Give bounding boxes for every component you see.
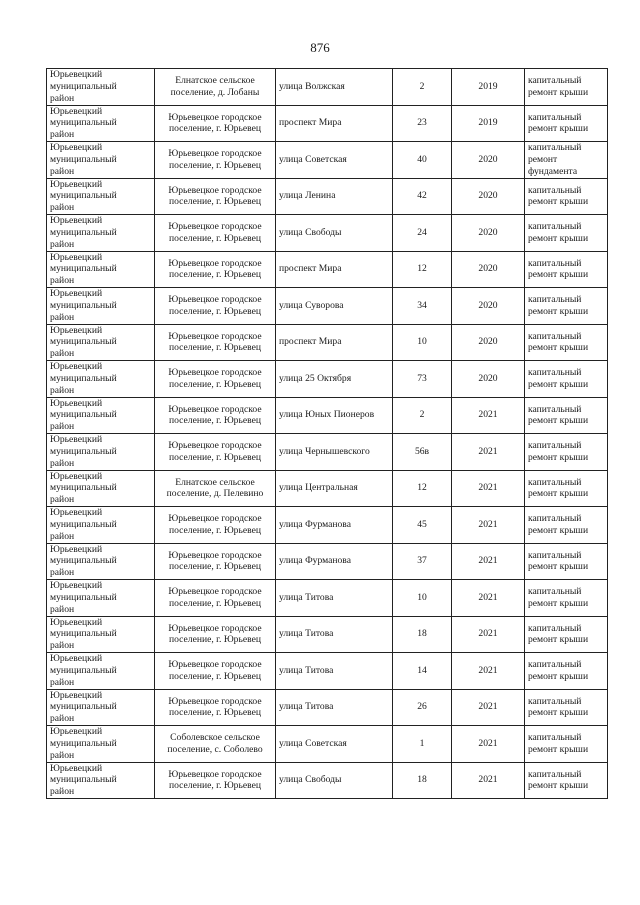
- district-cell: [47, 689, 155, 726]
- year-cell-text: 2019: [478, 117, 498, 129]
- district-cell-text: Юрьевецкий муниципальный район: [50, 397, 117, 433]
- work-type-cell-text: капитальный ремонт фундамента: [528, 142, 582, 177]
- street-cell-text: проспект Мира: [279, 117, 342, 129]
- house-number-cell-text: 2: [419, 80, 425, 92]
- house-number-cell: [393, 361, 452, 398]
- settlement-cell: [155, 434, 276, 471]
- table-row: [47, 215, 608, 252]
- year-cell: [452, 288, 525, 325]
- settlement-cell: [155, 324, 276, 361]
- work-type-cell-text: капитальный ремонт крыши: [528, 184, 589, 208]
- district-cell: [47, 616, 155, 653]
- work-type-cell-text: капитальный ремонт крыши: [528, 586, 589, 609]
- settlement-cell-text: Юрьевецкое городское поселение, г. Юрьевец: [168, 768, 262, 792]
- year-cell: [452, 689, 525, 726]
- street-cell-text: улица Чернышевского: [279, 445, 370, 457]
- table-row: [47, 142, 608, 179]
- year-cell-text: 2021: [478, 774, 498, 786]
- street-cell: [276, 653, 393, 690]
- table-row: [47, 324, 608, 361]
- settlement-cell: [155, 215, 276, 252]
- street-cell: [276, 762, 393, 799]
- district-cell: [47, 397, 155, 434]
- year-cell-text: 2021: [478, 518, 498, 530]
- settlement-cell-text: Юрьевецкое городское поселение, г. Юрьевец: [168, 695, 262, 719]
- house-number-cell-text: 40: [417, 153, 427, 165]
- district-cell: [47, 105, 155, 142]
- district-cell-text: Юрьевецкий муниципальный район: [50, 251, 117, 287]
- street-cell-text: проспект Мира: [279, 336, 342, 348]
- street-cell-text: улица Юных Пионеров: [279, 409, 375, 421]
- work-type-cell-text: капитальный ремонт крыши: [528, 330, 589, 354]
- house-number-cell: [393, 397, 452, 434]
- district-cell-text: Юрьевецкий муниципальный район: [50, 762, 117, 798]
- house-number-cell-text: 1: [419, 737, 425, 749]
- settlement-cell-text: Юрьевецкое городское поселение, г. Юрьевец: [168, 622, 262, 646]
- settlement-cell: [155, 105, 276, 142]
- district-cell: [47, 361, 155, 398]
- street-cell-text: улица Фурманова: [279, 518, 351, 530]
- settlement-cell-text: Соболевское сельское поселение, с. Соболево: [167, 732, 263, 755]
- district-cell-text: Юрьевецкий муниципальный район: [50, 288, 117, 323]
- house-number-cell: [393, 507, 452, 544]
- house-number-cell: [393, 251, 452, 288]
- house-number-cell-text: 18: [417, 774, 427, 786]
- street-cell: [276, 215, 393, 252]
- district-cell-text: Юрьевецкий муниципальный район: [50, 324, 117, 360]
- year-cell-text: 2020: [478, 372, 498, 384]
- work-type-cell: [525, 580, 608, 617]
- work-type-cell: [525, 142, 608, 179]
- work-type-cell-text: капитальный ремонт крыши: [528, 294, 589, 317]
- year-cell-text: 2021: [478, 482, 498, 494]
- street-cell-text: улица Свободы: [279, 774, 342, 786]
- street-cell-text: улица 25 Октября: [279, 372, 352, 384]
- table-row: [47, 251, 608, 288]
- work-type-cell: [525, 543, 608, 580]
- settlement-cell-text: Юрьевецкое городское поселение, г. Юрьевец: [168, 184, 262, 208]
- year-cell: [452, 361, 525, 398]
- street-cell: [276, 616, 393, 653]
- table-row: [47, 762, 608, 799]
- street-cell: [276, 178, 393, 215]
- work-type-cell: [525, 689, 608, 726]
- settlement-cell: [155, 397, 276, 434]
- settlement-cell: [155, 507, 276, 544]
- table-row: [47, 580, 608, 617]
- street-cell: [276, 251, 393, 288]
- house-number-cell-text: 2: [419, 409, 425, 421]
- district-cell: [47, 251, 155, 288]
- settlement-cell-text: Юрьевецкое городское поселение, г. Юрьевец: [168, 549, 262, 573]
- settlement-cell-text: Юрьевецкое городское поселение, г. Юрьевец: [168, 659, 262, 682]
- year-cell-text: 2021: [478, 591, 498, 603]
- settlement-cell-text: Юрьевецкое городское поселение, г. Юрьевец: [168, 148, 262, 171]
- settlement-cell: [155, 653, 276, 690]
- house-number-cell: [393, 105, 452, 142]
- year-cell-text: 2021: [478, 628, 498, 640]
- house-number-cell: [393, 288, 452, 325]
- house-number-cell-text: 14: [417, 664, 427, 676]
- settlement-cell: [155, 762, 276, 799]
- district-cell-text: Юрьевецкий муниципальный район: [50, 361, 117, 396]
- house-number-cell-text: 37: [417, 555, 427, 567]
- district-cell-text: Юрьевецкий муниципальный район: [50, 434, 117, 469]
- table-row: [47, 361, 608, 398]
- year-cell: [452, 69, 525, 106]
- street-cell-text: улица Волжская: [279, 80, 345, 92]
- settlement-cell-text: Елнатское сельское поселение, д. Пелевино: [166, 476, 264, 500]
- street-cell: [276, 105, 393, 142]
- year-cell: [452, 543, 525, 580]
- district-cell-text: Юрьевецкий муниципальный район: [50, 507, 117, 542]
- work-type-cell: [525, 616, 608, 653]
- work-type-cell: [525, 105, 608, 142]
- year-cell: [452, 251, 525, 288]
- work-type-cell-text: капитальный ремонт крыши: [528, 75, 589, 98]
- house-number-cell: [393, 215, 452, 252]
- year-cell: [452, 762, 525, 799]
- street-cell: [276, 543, 393, 580]
- settlement-cell-text: Юрьевецкое городское поселение, г. Юрьевец: [168, 221, 262, 244]
- house-number-cell-text: 10: [417, 336, 427, 348]
- work-type-cell: [525, 434, 608, 471]
- district-cell-text: Юрьевецкий муниципальный район: [50, 178, 117, 214]
- work-type-cell: [525, 762, 608, 799]
- work-type-cell-text: капитальный ремонт крыши: [528, 367, 589, 390]
- settlement-cell: [155, 178, 276, 215]
- work-type-cell: [525, 361, 608, 398]
- settlement-cell-text: Юрьевецкое городское поселение, г. Юрьевец: [168, 330, 262, 354]
- year-cell-text: 2021: [478, 409, 498, 421]
- house-number-cell: [393, 178, 452, 215]
- work-type-cell-text: капитальный ремонт крыши: [528, 513, 589, 536]
- district-cell-text: Юрьевецкий муниципальный район: [50, 689, 117, 725]
- house-number-cell: [393, 69, 452, 106]
- settlement-cell-text: Юрьевецкое городское поселение, г. Юрьевец: [168, 367, 262, 390]
- year-cell-text: 2020: [478, 226, 498, 238]
- street-cell-text: улица Свободы: [279, 226, 342, 238]
- house-number-cell-text: 42: [417, 190, 427, 202]
- street-cell: [276, 689, 393, 726]
- year-cell-text: 2021: [478, 664, 498, 676]
- settlement-cell: [155, 689, 276, 726]
- year-cell: [452, 726, 525, 763]
- year-cell: [452, 653, 525, 690]
- house-number-cell: [393, 434, 452, 471]
- house-number-cell: [393, 142, 452, 179]
- street-cell-text: улица Титова: [279, 628, 334, 640]
- work-type-cell-text: капитальный ремонт крыши: [528, 111, 589, 135]
- work-type-cell-text: капитальный ремонт крыши: [528, 732, 589, 755]
- year-cell: [452, 324, 525, 361]
- street-cell-text: улица Титова: [279, 664, 334, 676]
- repair-registry-table: [46, 68, 608, 799]
- street-cell: [276, 580, 393, 617]
- house-number-cell: [393, 580, 452, 617]
- district-cell: [47, 142, 155, 179]
- district-cell-text: Юрьевецкий муниципальный район: [50, 616, 117, 652]
- settlement-cell-text: Юрьевецкое городское поселение, г. Юрьевец: [168, 294, 262, 317]
- district-cell-text: Юрьевецкий муниципальный район: [50, 653, 117, 688]
- house-number-cell-text: 45: [417, 518, 427, 530]
- street-cell: [276, 434, 393, 471]
- district-cell: [47, 762, 155, 799]
- street-cell-text: улица Титова: [279, 701, 334, 713]
- year-cell: [452, 397, 525, 434]
- district-cell: [47, 215, 155, 252]
- table-row: [47, 470, 608, 507]
- district-cell-text: Юрьевецкий муниципальный район: [50, 580, 117, 615]
- settlement-cell-text: Юрьевецкое городское поселение, г. Юрьевец: [168, 586, 262, 609]
- district-cell-text: Юрьевецкий муниципальный район: [50, 142, 117, 177]
- work-type-cell: [525, 178, 608, 215]
- district-cell-text: Юрьевецкий муниципальный район: [50, 215, 117, 250]
- house-number-cell: [393, 543, 452, 580]
- table-row: [47, 105, 608, 142]
- district-cell: [47, 580, 155, 617]
- district-cell-text: Юрьевецкий муниципальный район: [50, 543, 117, 579]
- table-row: [47, 616, 608, 653]
- house-number-cell: [393, 324, 452, 361]
- work-type-cell-text: капитальный ремонт крыши: [528, 659, 589, 682]
- year-cell: [452, 215, 525, 252]
- work-type-cell-text: капитальный ремонт крыши: [528, 768, 589, 792]
- table-row: [47, 288, 608, 325]
- district-cell: [47, 288, 155, 325]
- year-cell: [452, 105, 525, 142]
- house-number-cell: [393, 762, 452, 799]
- table-row: [47, 726, 608, 763]
- settlement-cell: [155, 543, 276, 580]
- year-cell-text: 2021: [478, 737, 498, 749]
- settlement-cell: [155, 361, 276, 398]
- street-cell: [276, 470, 393, 507]
- street-cell: [276, 361, 393, 398]
- settlement-cell-text: Юрьевецкое городское поселение, г. Юрьевец: [168, 440, 262, 463]
- work-type-cell: [525, 726, 608, 763]
- year-cell-text: 2021: [478, 555, 498, 567]
- year-cell: [452, 178, 525, 215]
- street-cell-text: улица Ленина: [279, 190, 336, 202]
- street-cell-text: улица Центральная: [279, 482, 358, 494]
- settlement-cell-text: Юрьевецкое городское поселение, г. Юрьевец: [168, 403, 262, 427]
- district-cell: [47, 507, 155, 544]
- work-type-cell: [525, 397, 608, 434]
- work-type-cell-text: капитальный ремонт крыши: [528, 549, 589, 573]
- house-number-cell-text: 34: [417, 299, 427, 311]
- year-cell-text: 2021: [478, 701, 498, 713]
- work-type-cell: [525, 288, 608, 325]
- work-type-cell: [525, 251, 608, 288]
- year-cell: [452, 434, 525, 471]
- work-type-cell-text: капитальный ремонт крыши: [528, 476, 589, 500]
- street-cell: [276, 397, 393, 434]
- work-type-cell: [525, 507, 608, 544]
- district-cell-text: Юрьевецкий муниципальный район: [50, 105, 117, 141]
- settlement-cell: [155, 470, 276, 507]
- year-cell-text: 2021: [478, 445, 498, 457]
- work-type-cell-text: капитальный ремонт крыши: [528, 695, 589, 719]
- street-cell: [276, 507, 393, 544]
- settlement-cell-text: Елнатское сельское поселение, д. Лобаны: [170, 75, 260, 98]
- district-cell: [47, 470, 155, 507]
- year-cell: [452, 142, 525, 179]
- district-cell-text: Юрьевецкий муниципальный район: [50, 69, 117, 104]
- street-cell: [276, 288, 393, 325]
- district-cell: [47, 543, 155, 580]
- house-number-cell-text: 12: [417, 263, 427, 275]
- district-cell: [47, 726, 155, 763]
- district-cell: [47, 69, 155, 106]
- year-cell-text: 2020: [478, 153, 498, 165]
- table-row: [47, 507, 608, 544]
- table-row: [47, 653, 608, 690]
- year-cell: [452, 507, 525, 544]
- year-cell: [452, 616, 525, 653]
- street-cell-text: улица Советская: [279, 737, 347, 749]
- year-cell-text: 2019: [478, 80, 498, 92]
- house-number-cell-text: 12: [417, 482, 427, 494]
- work-type-cell-text: капитальный ремонт крыши: [528, 403, 589, 427]
- house-number-cell: [393, 689, 452, 726]
- work-type-cell: [525, 69, 608, 106]
- district-cell-text: Юрьевецкий муниципальный район: [50, 726, 117, 761]
- street-cell-text: улица Советская: [279, 153, 347, 165]
- work-type-cell-text: капитальный ремонт крыши: [528, 221, 589, 244]
- house-number-cell: [393, 470, 452, 507]
- work-type-cell: [525, 215, 608, 252]
- settlement-cell-text: Юрьевецкое городское поселение, г. Юрьевец: [168, 257, 262, 281]
- house-number-cell-text: 24: [417, 226, 427, 238]
- street-cell: [276, 142, 393, 179]
- year-cell-text: 2020: [478, 263, 498, 275]
- district-cell: [47, 434, 155, 471]
- house-number-cell-text: 10: [417, 591, 427, 603]
- settlement-cell: [155, 580, 276, 617]
- house-number-cell-text: 26: [417, 701, 427, 713]
- settlement-cell: [155, 69, 276, 106]
- district-cell: [47, 653, 155, 690]
- table-row: [47, 69, 608, 106]
- settlement-cell: [155, 616, 276, 653]
- work-type-cell-text: капитальный ремонт крыши: [528, 622, 589, 646]
- table-row: [47, 397, 608, 434]
- settlement-cell: [155, 142, 276, 179]
- work-type-cell: [525, 324, 608, 361]
- street-cell: [276, 69, 393, 106]
- house-number-cell: [393, 616, 452, 653]
- year-cell-text: 2020: [478, 190, 498, 202]
- table-row: [47, 689, 608, 726]
- district-cell: [47, 178, 155, 215]
- settlement-cell: [155, 726, 276, 763]
- house-number-cell-text: 18: [417, 628, 427, 640]
- table-row: [47, 178, 608, 215]
- year-cell: [452, 470, 525, 507]
- house-number-cell-text: 23: [417, 117, 427, 129]
- work-type-cell-text: капитальный ремонт крыши: [528, 440, 589, 463]
- page-number: 876: [310, 40, 330, 55]
- settlement-cell-text: Юрьевецкое городское поселение, г. Юрьевец: [168, 513, 262, 536]
- table-row: [47, 543, 608, 580]
- settlement-cell: [155, 288, 276, 325]
- street-cell-text: проспект Мира: [279, 263, 342, 275]
- district-cell-text: Юрьевецкий муниципальный район: [50, 470, 117, 506]
- house-number-cell-text: 56в: [414, 445, 430, 457]
- work-type-cell: [525, 470, 608, 507]
- house-number-cell-text: 73: [417, 372, 427, 384]
- street-cell: [276, 324, 393, 361]
- year-cell: [452, 580, 525, 617]
- year-cell-text: 2020: [478, 336, 498, 348]
- table-row: [47, 434, 608, 471]
- settlement-cell: [155, 251, 276, 288]
- district-cell: [47, 324, 155, 361]
- street-cell-text: улица Суворова: [279, 299, 344, 311]
- street-cell-text: улица Титова: [279, 591, 334, 603]
- settlement-cell-text: Юрьевецкое городское поселение, г. Юрьевец: [168, 111, 262, 135]
- street-cell-text: улица Фурманова: [279, 555, 351, 567]
- work-type-cell-text: капитальный ремонт крыши: [528, 257, 589, 281]
- street-cell: [276, 726, 393, 763]
- house-number-cell: [393, 653, 452, 690]
- year-cell-text: 2020: [478, 299, 498, 311]
- work-type-cell: [525, 653, 608, 690]
- house-number-cell: [393, 726, 452, 763]
